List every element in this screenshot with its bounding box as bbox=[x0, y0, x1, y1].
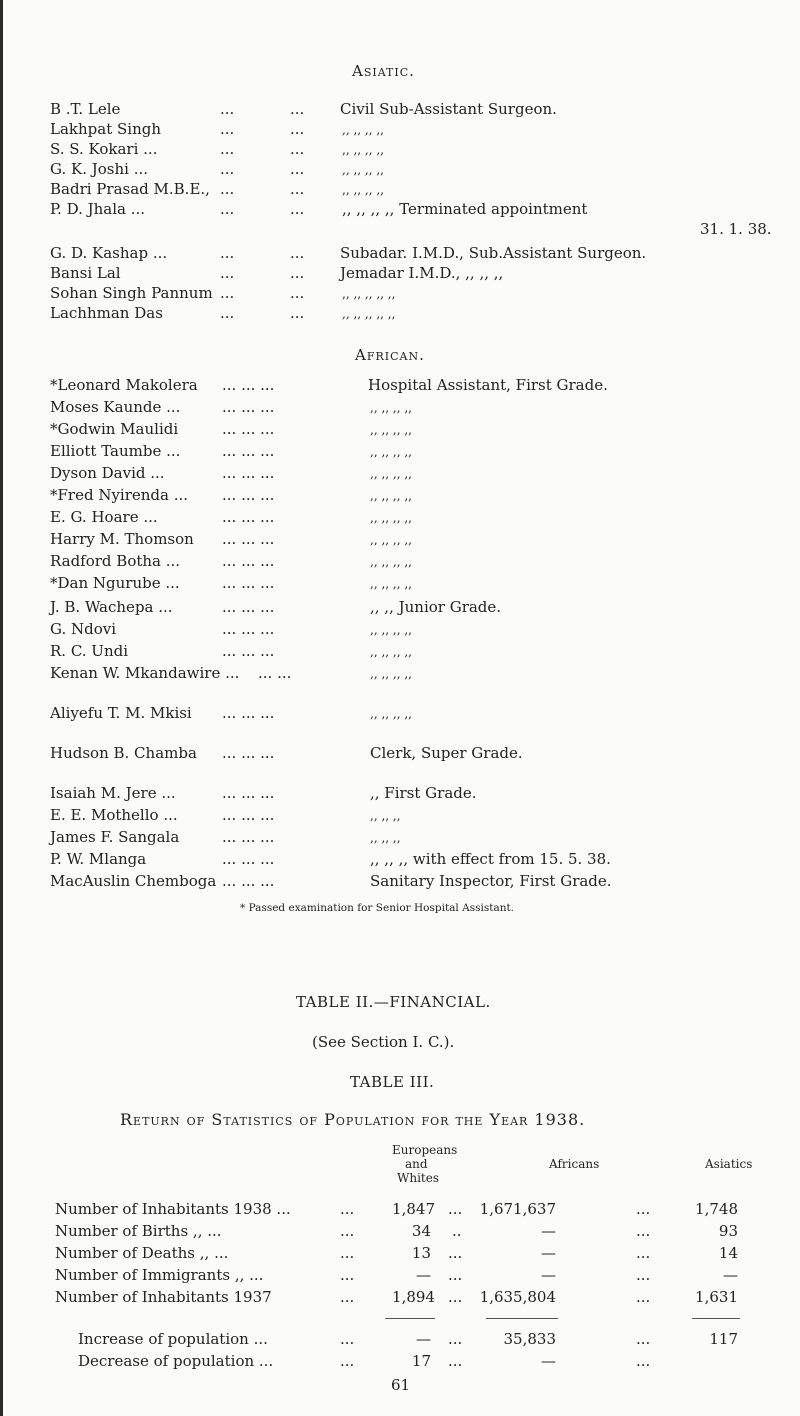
table-row bbox=[0, 1222, 800, 1242]
leader-dots: ... bbox=[340, 1200, 355, 1218]
list-item bbox=[0, 620, 800, 640]
cell-europeans: 1,847 bbox=[392, 1200, 435, 1218]
leader-dots: ... bbox=[220, 180, 235, 198]
ditto-marks: ,, ,, ,, ,, bbox=[370, 533, 412, 547]
cell-africans: 1,671,637 bbox=[479, 1200, 556, 1218]
cell-africans: 35,833 bbox=[503, 1330, 556, 1348]
leader-dots: ... bbox=[636, 1200, 651, 1218]
ditto-marks: ,, ,, ,, ,, bbox=[370, 707, 412, 721]
row-label: Decrease of population ... bbox=[78, 1352, 274, 1370]
leader-dots: ... ... ... bbox=[222, 376, 275, 394]
list-item bbox=[0, 200, 800, 220]
cell-asiatics: 1,748 bbox=[695, 1200, 738, 1218]
staff-name: E. G. Hoare ... bbox=[50, 508, 158, 526]
leader-dots: ... ... ... bbox=[222, 642, 275, 660]
leader-dots: ... ... ... bbox=[222, 552, 275, 570]
leader-dots: ... bbox=[220, 284, 235, 302]
ditto-marks: ,, ,, ,, ,, bbox=[370, 645, 412, 659]
leader-dots: ... ... ... bbox=[222, 872, 275, 890]
column-header-africans: Africans bbox=[549, 1157, 600, 1171]
section-heading-asiatic: Asiatic. bbox=[352, 62, 415, 80]
leader-dots: ... bbox=[636, 1288, 651, 1306]
table-ii-title: TABLE II.—FINANCIAL. bbox=[296, 993, 491, 1011]
staff-name: *Godwin Maulidi bbox=[50, 420, 179, 438]
column-header-asiatics: Asiatics bbox=[705, 1157, 753, 1171]
leader-dots: ... bbox=[636, 1244, 651, 1262]
staff-name: Isaiah M. Jere ... bbox=[50, 784, 176, 802]
staff-name: *Leonard Makolera bbox=[50, 376, 198, 394]
leader-dots: ... ... ... bbox=[222, 744, 275, 762]
list-item bbox=[0, 664, 800, 684]
cell-asiatics: 14 bbox=[718, 1244, 738, 1262]
staff-name: R. C. Undi bbox=[50, 642, 129, 660]
column-rule bbox=[692, 1318, 740, 1319]
cell-europeans: — bbox=[416, 1266, 431, 1284]
staff-role: ,, ,, ,, with effect from 15. 5. 38. bbox=[370, 850, 611, 868]
table-row bbox=[0, 1200, 800, 1220]
row-label: Number of Inhabitants 1938 ... bbox=[55, 1200, 291, 1218]
ditto-marks: ,, ,, ,, ,, bbox=[370, 423, 412, 437]
list-item bbox=[0, 850, 800, 870]
staff-name: G. Ndovi bbox=[50, 620, 117, 638]
staff-name: Bansi Lal bbox=[50, 264, 121, 282]
row-label: Number of Births ,, ... bbox=[55, 1222, 222, 1240]
list-item bbox=[0, 420, 800, 440]
leader-dots: ... ... ... bbox=[222, 508, 275, 526]
staff-name: Badri Prasad M.B.E., bbox=[50, 180, 210, 198]
staff-name: B .T. Lele bbox=[50, 100, 121, 118]
cell-europeans: 34 bbox=[411, 1222, 431, 1240]
list-item bbox=[0, 284, 800, 304]
list-item bbox=[0, 530, 800, 550]
cell-africans: — bbox=[541, 1352, 556, 1370]
column-rule bbox=[486, 1318, 558, 1319]
ditto-marks: ,, ,, ,, ,, bbox=[370, 577, 412, 591]
list-item bbox=[0, 264, 800, 284]
leader-dots: ... bbox=[636, 1222, 651, 1240]
staff-name: Hudson B. Chamba bbox=[50, 744, 197, 762]
table-ii-subtitle: (See Section I. C.). bbox=[312, 1033, 455, 1051]
leader-dots: ... bbox=[448, 1352, 463, 1370]
table-row bbox=[0, 1330, 800, 1350]
table-row bbox=[0, 1288, 800, 1308]
staff-name: James F. Sangala bbox=[50, 828, 180, 846]
leader-dots: ... bbox=[290, 180, 305, 198]
leader-dots: ... bbox=[448, 1288, 463, 1306]
list-item bbox=[0, 304, 800, 324]
list-item bbox=[0, 552, 800, 572]
leader-dots: ... ... ... bbox=[222, 464, 275, 482]
leader-dots: ... bbox=[340, 1222, 355, 1240]
list-item bbox=[0, 376, 800, 396]
leader-dots: ... ... ... bbox=[222, 784, 275, 802]
staff-name: *Dan Ngurube ... bbox=[50, 574, 180, 592]
staff-name: Harry M. Thomson bbox=[50, 530, 194, 548]
column-header-europeans: Europeans bbox=[392, 1143, 458, 1157]
footnote: * Passed examination for Senior Hospital Assistant. bbox=[240, 902, 515, 914]
staff-name: G. K. Joshi ... bbox=[50, 160, 148, 178]
leader-dots: ... bbox=[636, 1330, 651, 1348]
staff-role: ,, ,, ,, ,, Terminated appointment bbox=[342, 200, 588, 218]
leader-dots: ... bbox=[636, 1352, 651, 1370]
leader-dots: ... bbox=[220, 100, 235, 118]
page-number: 61 bbox=[391, 1376, 411, 1394]
list-item bbox=[0, 486, 800, 506]
leader-dots: ... bbox=[340, 1244, 355, 1262]
staff-name: Lakhpat Singh bbox=[50, 120, 161, 138]
staff-name: Aliyefu T. M. Mkisi bbox=[50, 704, 192, 722]
ditto-marks: ,, ,, ,, bbox=[370, 809, 401, 823]
staff-role: Subadar. I.M.D., Sub.Assistant Surgeon. bbox=[340, 244, 647, 262]
leader-dots: ... ... ... bbox=[222, 398, 275, 416]
leader-dots: ... ... ... bbox=[222, 598, 275, 616]
staff-role: Civil Sub-Assistant Surgeon. bbox=[340, 100, 557, 118]
leader-dots: ... ... ... bbox=[222, 420, 275, 438]
staff-role: Sanitary Inspector, First Grade. bbox=[370, 872, 612, 890]
list-item bbox=[0, 598, 800, 618]
column-header-europeans-whites: Whites bbox=[397, 1171, 439, 1185]
leader-dots: ... ... ... bbox=[222, 530, 275, 548]
staff-role: ,, ,, Junior Grade. bbox=[370, 598, 502, 616]
leader-dots: ... bbox=[290, 120, 305, 138]
list-item bbox=[0, 704, 800, 724]
ditto-marks: ,, ,, ,, ,, bbox=[370, 401, 412, 415]
list-item bbox=[0, 744, 800, 764]
list-item bbox=[0, 806, 800, 826]
staff-role: Jemadar I.M.D., ,, ,, ,, bbox=[340, 264, 504, 282]
staff-name: *Fred Nyirenda ... bbox=[50, 486, 189, 504]
leader-dots: ... ... ... bbox=[222, 828, 275, 846]
leader-dots: ... ... ... bbox=[222, 806, 275, 824]
list-item bbox=[0, 220, 800, 240]
leader-dots: ... ... bbox=[258, 664, 292, 682]
staff-name: Elliott Taumbe ... bbox=[50, 442, 181, 460]
ditto-marks: ,, ,, ,, ,, bbox=[370, 667, 412, 681]
column-header-europeans-and: and bbox=[405, 1157, 428, 1171]
row-label: Number of Immigrants ,, ... bbox=[55, 1266, 264, 1284]
leader-dots: ... bbox=[290, 264, 305, 282]
termination-date: 31. 1. 38. bbox=[700, 220, 772, 238]
leader-dots: ... bbox=[340, 1288, 355, 1306]
ditto-marks: ,, ,, ,, ,, bbox=[342, 143, 384, 157]
list-item bbox=[0, 642, 800, 662]
staff-name: P. D. Jhala ... bbox=[50, 200, 146, 218]
staff-name: Lachhman Das bbox=[50, 304, 163, 322]
cell-asiatics: 93 bbox=[718, 1222, 738, 1240]
staff-name: Kenan W. Mkandawire ... bbox=[50, 664, 240, 682]
leader-dots: ... bbox=[290, 140, 305, 158]
ditto-marks: ,, ,, ,, ,, bbox=[370, 511, 412, 525]
list-item bbox=[0, 464, 800, 484]
staff-name: MacAuslin Chemboga bbox=[50, 872, 217, 890]
list-item bbox=[0, 442, 800, 462]
staff-name: G. D. Kashap ... bbox=[50, 244, 168, 262]
ditto-marks: ,, ,, ,, ,, bbox=[370, 445, 412, 459]
ditto-marks: ,, ,, ,, bbox=[370, 831, 401, 845]
list-item bbox=[0, 784, 800, 804]
staff-name: S. S. Kokari ... bbox=[50, 140, 158, 158]
ditto-marks: ,, ,, ,, ,, bbox=[370, 489, 412, 503]
table-iii-heading: Return of Statistics of Population for the Year 1938. bbox=[120, 1110, 586, 1129]
cell-africans: 1,635,804 bbox=[479, 1288, 556, 1306]
leader-dots: ... bbox=[220, 200, 235, 218]
staff-name: P. W. Mlanga bbox=[50, 850, 147, 868]
ditto-marks: ,, ,, ,, ,, bbox=[342, 183, 384, 197]
list-item bbox=[0, 828, 800, 848]
list-item bbox=[0, 244, 800, 264]
ditto-marks: ,, ,, ,, ,, bbox=[370, 555, 412, 569]
staff-name: Sohan Singh Pannum bbox=[50, 284, 213, 302]
leader-dots: ... bbox=[636, 1266, 651, 1284]
leader-dots: ... bbox=[290, 284, 305, 302]
cell-europeans: 13 bbox=[411, 1244, 431, 1262]
cell-africans: — bbox=[541, 1222, 556, 1240]
list-item bbox=[0, 160, 800, 180]
leader-dots: ... bbox=[340, 1266, 355, 1284]
cell-asiatics: 117 bbox=[709, 1330, 738, 1348]
leader-dots: ... ... ... bbox=[222, 574, 275, 592]
leader-dots: ... bbox=[448, 1200, 463, 1218]
staff-name: J. B. Wachepa ... bbox=[50, 598, 173, 616]
leader-dots: ... bbox=[340, 1352, 355, 1370]
leader-dots: ... bbox=[340, 1330, 355, 1348]
leader-dots: ... bbox=[448, 1266, 463, 1284]
ditto-marks: ,, ,, ,, ,, bbox=[370, 623, 412, 637]
cell-europeans: 1,894 bbox=[392, 1288, 435, 1306]
table-row bbox=[0, 1352, 800, 1372]
ditto-marks: ,, ,, ,, ,, ,, bbox=[342, 307, 396, 321]
staff-name: E. E. Mothello ... bbox=[50, 806, 178, 824]
list-item bbox=[0, 398, 800, 418]
leader-dots: ... bbox=[220, 140, 235, 158]
cell-africans: — bbox=[541, 1266, 556, 1284]
leader-dots: ... ... ... bbox=[222, 442, 275, 460]
leader-dots: ... ... ... bbox=[222, 704, 275, 722]
list-item bbox=[0, 508, 800, 528]
staff-role: Hospital Assistant, First Grade. bbox=[368, 376, 608, 394]
list-item bbox=[0, 180, 800, 200]
staff-name: Moses Kaunde ... bbox=[50, 398, 181, 416]
leader-dots: ... bbox=[220, 244, 235, 262]
ditto-marks: ,, ,, ,, ,, bbox=[342, 123, 384, 137]
leader-dots: ... bbox=[448, 1330, 463, 1348]
column-rule bbox=[385, 1318, 435, 1319]
list-item bbox=[0, 574, 800, 594]
list-item bbox=[0, 120, 800, 140]
cell-europeans: — bbox=[416, 1330, 431, 1348]
leader-dots: ... bbox=[220, 120, 235, 138]
staff-name: Dyson David ... bbox=[50, 464, 165, 482]
leader-dots: ... bbox=[448, 1244, 463, 1262]
list-item bbox=[0, 100, 800, 120]
ditto-marks: ,, ,, ,, ,, bbox=[370, 467, 412, 481]
row-label: Increase of population ... bbox=[78, 1330, 268, 1348]
list-item bbox=[0, 140, 800, 160]
table-row bbox=[0, 1266, 800, 1286]
leader-dots: ... bbox=[290, 244, 305, 262]
staff-name: Radford Botha ... bbox=[50, 552, 181, 570]
leader-dots: ... bbox=[290, 304, 305, 322]
section-heading-african: African. bbox=[355, 346, 425, 364]
row-label: Number of Deaths ,, ... bbox=[55, 1244, 229, 1262]
leader-dots: ... ... ... bbox=[222, 850, 275, 868]
cell-africans: — bbox=[541, 1244, 556, 1262]
leader-dots: ... bbox=[290, 160, 305, 178]
leader-dots: ... bbox=[290, 200, 305, 218]
row-label: Number of Inhabitants 1937 bbox=[55, 1288, 272, 1306]
ditto-marks: ,, ,, ,, ,, ,, bbox=[342, 287, 396, 301]
ditto-marks: ,, ,, ,, ,, bbox=[342, 163, 384, 177]
leader-dots: ... ... ... bbox=[222, 486, 275, 504]
table-iii-title: TABLE III. bbox=[350, 1073, 435, 1091]
leader-dots: ... bbox=[290, 100, 305, 118]
cell-asiatics: 1,631 bbox=[695, 1288, 738, 1306]
leader-dots: ... bbox=[220, 160, 235, 178]
table-row bbox=[0, 1244, 800, 1264]
leader-dots: ... bbox=[220, 304, 235, 322]
list-item bbox=[0, 872, 800, 892]
leader-dots: ... bbox=[220, 264, 235, 282]
staff-role: ,, First Grade. bbox=[370, 784, 477, 802]
leader-dots: ... ... ... bbox=[222, 620, 275, 638]
cell-asiatics: — bbox=[723, 1266, 738, 1284]
cell-europeans: 17 bbox=[411, 1352, 431, 1370]
leader-dots: .. bbox=[452, 1222, 462, 1240]
staff-role: Clerk, Super Grade. bbox=[370, 744, 523, 762]
